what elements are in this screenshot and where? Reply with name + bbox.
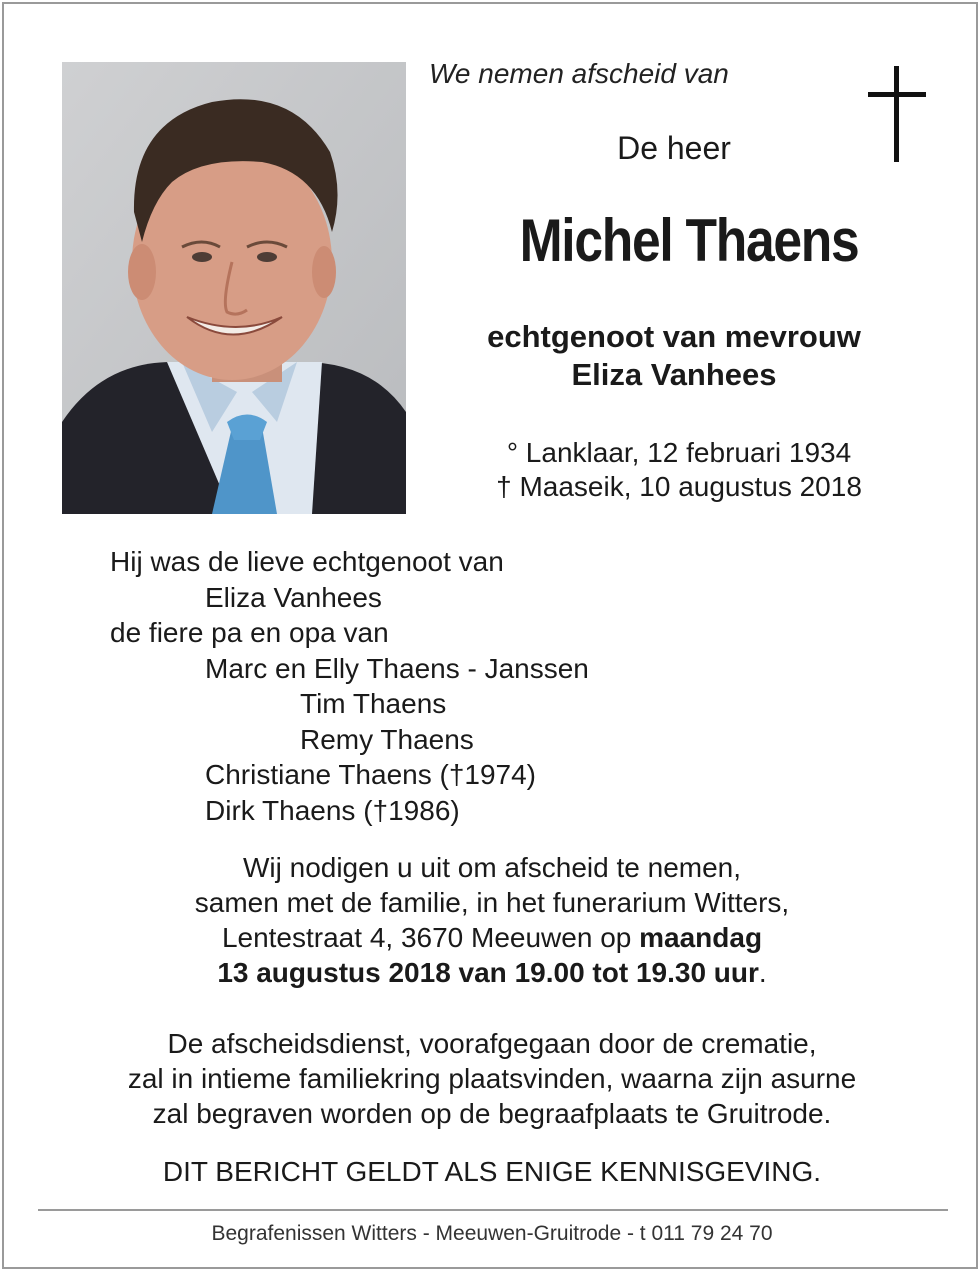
invitation-line: Wij nodigen u uit om afscheid te nemen,	[242, 852, 742, 883]
invitation-line: samen met de familie, in het funerarium Witters,	[194, 887, 790, 918]
birth-date: ° Lanklaar, 12 februari 1934	[506, 437, 852, 468]
family-line: de fiere pa en opa van	[110, 617, 389, 648]
intro-text: We nemen afscheid van	[429, 58, 729, 89]
service-line: zal begraven worden op de begraafplaats te Gruitrode.	[152, 1098, 832, 1129]
dates-block	[424, 436, 934, 504]
invitation-line	[4, 955, 980, 990]
invitation-datetime: 13 augustus 2018 van 19.00 tot 19.30 uur	[217, 957, 759, 988]
family-line: Hij was de lieve echtgenoot van	[110, 546, 504, 577]
spouse-line-2: Eliza Vanhees	[571, 357, 777, 392]
service-line: zal in intieme familiekring plaatsvinden, waarna zijn asurne	[127, 1063, 857, 1094]
invitation-block	[4, 850, 980, 990]
portrait-photo	[62, 62, 406, 514]
invitation-period: .	[758, 957, 767, 988]
notice-text: DIT BERICHT GELDT ALS ENIGE KENNISGEVING.	[162, 1156, 822, 1187]
family-line: Tim Thaens	[300, 688, 447, 719]
invitation-line	[4, 920, 980, 955]
service-block	[4, 1026, 980, 1131]
family-line: Remy Thaens	[300, 723, 474, 755]
family-line: Eliza Vanhees	[205, 581, 382, 613]
salutation: De heer	[617, 130, 731, 166]
invitation-day: maandag	[639, 922, 763, 953]
cross-icon	[868, 66, 928, 166]
family-list	[110, 544, 589, 828]
spouse-block	[434, 318, 914, 394]
invitation-address: Lentestraat 4, 3670 Meeuwen op	[221, 922, 640, 953]
family-line: Marc en Elly Thaens - Janssen	[205, 652, 589, 684]
service-line: De afscheidsdienst, voorafgegaan door de crematie,	[167, 1028, 817, 1059]
obituary-card	[2, 2, 978, 1269]
family-line: Dirk Thaens (†1986)	[205, 794, 460, 826]
spouse-line-1: echtgenoot van mevrouw	[487, 319, 861, 354]
divider	[38, 1209, 948, 1211]
family-line: Christiane Thaens (†1974)	[205, 759, 537, 790]
footer-text: Begrafenissen Witters - Meeuwen-Gruitrode - t 011 79 24 70	[211, 1222, 773, 1245]
death-date: † Maaseik, 10 augustus 2018	[496, 471, 862, 502]
deceased-name: Michel Thaens	[519, 207, 859, 274]
